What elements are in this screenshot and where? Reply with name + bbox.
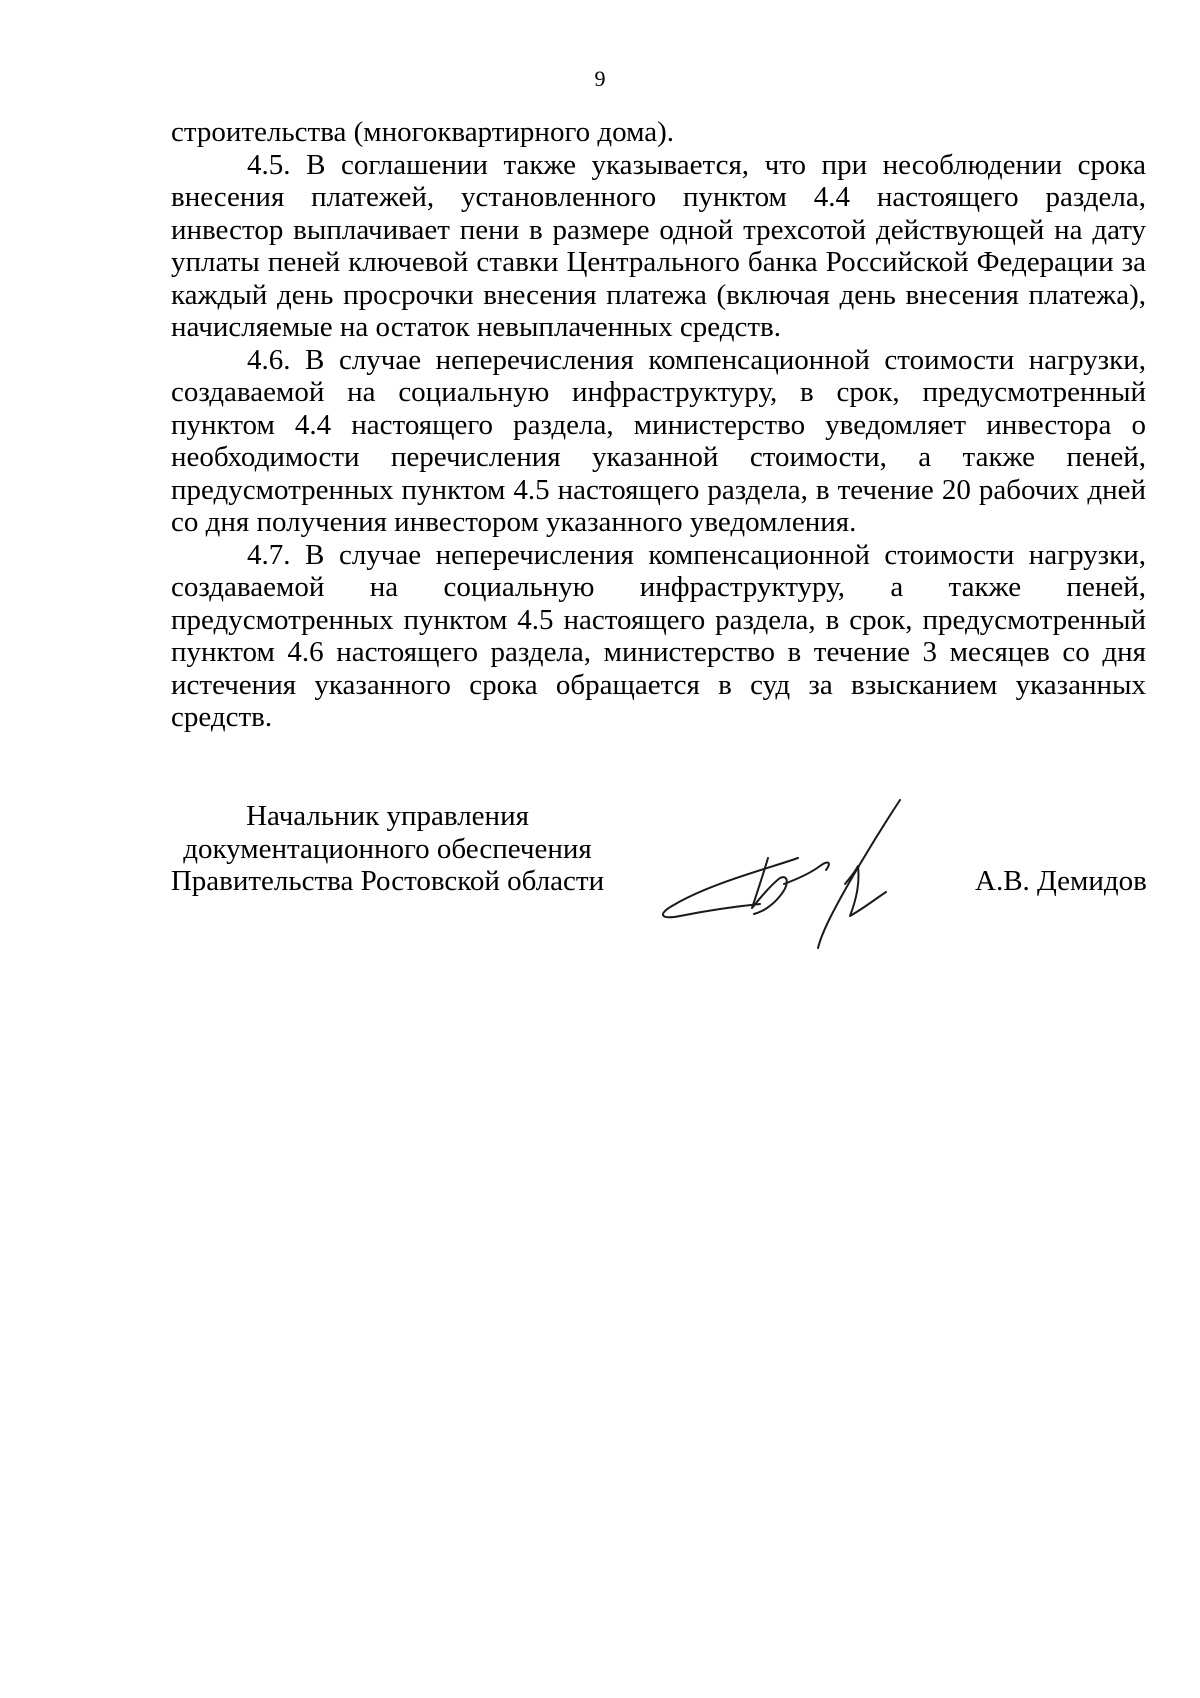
handwritten-signature — [650, 788, 930, 958]
document-body — [171, 116, 1146, 734]
page-number: 9 — [594, 66, 606, 91]
signer-position-line: Правительства Ростовской области — [170, 865, 605, 897]
signature-stroke — [663, 858, 798, 917]
signer-position-line: Начальник управления — [246, 800, 529, 832]
paragraph-clause-4-5: 4.5. В соглашении также указывается, что при несоблюдении срока внесения платежей, установленного пунктом 4.4 настоящего раздела, инвестор выплачивает пени в размере одной трехсотой действующей на дату уплаты пеней ключевой ставки Центрального банка Российской Федерации за каждый день просрочки внесения платежа (включая день внесения платежа), начисляемые на остаток невыплаченных средств. — [171, 148, 1146, 343]
signature-stroke — [845, 866, 886, 916]
signature-stroke — [784, 863, 829, 884]
signature-block — [160, 800, 1160, 950]
signer-name: А.В. Демидов — [975, 865, 1147, 897]
paragraph-clause-4-7: 4.7. В случае неперечисления компенсационной стоимости нагрузки, создаваемой на социальную инфраструктуру, а также пеней, предусмотренных пунктом 4.5 настоящего раздела, в срок, предусмотренный пунктом 4.6 настоящего раздела, министерство в течение 3 месяцев со дня истечения указанного срока обращается в суд за взысканием указанных средств. — [171, 538, 1146, 733]
signer-position-line: документационного обеспечения — [183, 832, 592, 865]
signer-position — [160, 800, 615, 898]
paragraph-clause-4-6: 4.6. В случае неперечисления компенсационной стоимости нагрузки, создаваемой на социальную инфраструктуру, в срок, предусмотренный пунктом 4.4 настоящего раздела, министерство уведомляет инвестора о необходимости перечисления указанной стоимости, а также пеней, предусмотренных пунктом 4.5 настоящего раздела, в течение 20 рабочих дней со дня получения инвестором указанного уведомления. — [171, 343, 1146, 538]
paragraph-continuation: строительства (многоквартирного дома). — [171, 116, 674, 148]
